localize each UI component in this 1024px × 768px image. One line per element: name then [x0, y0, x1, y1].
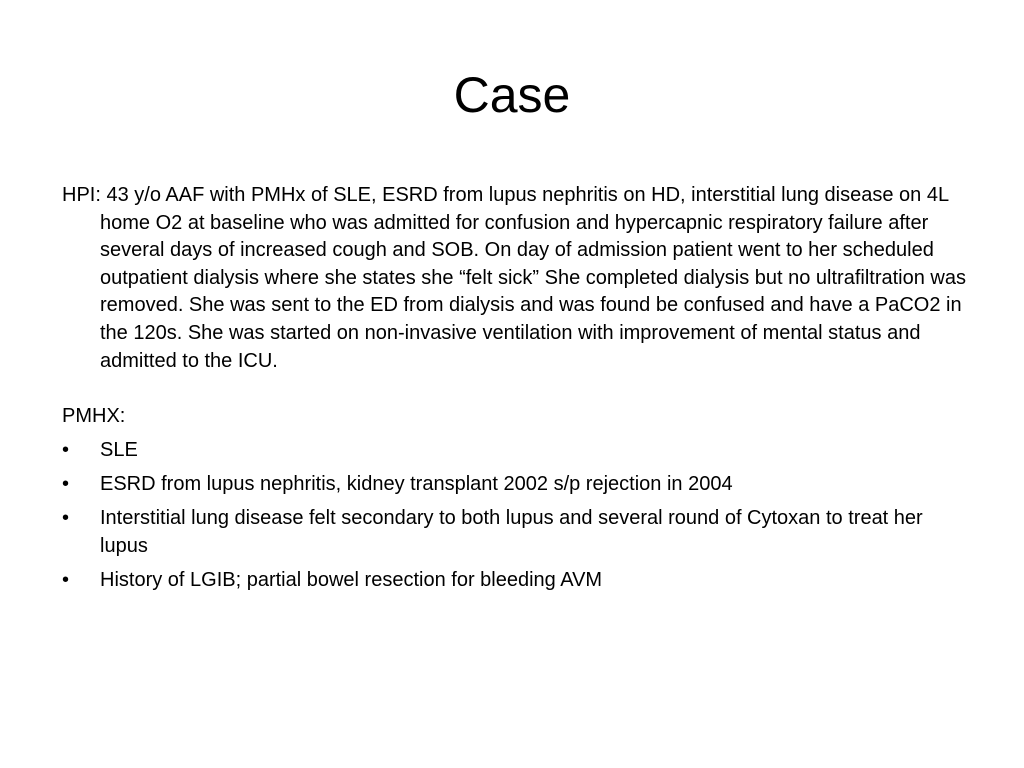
list-item-text: ESRD from lupus nephritis, kidney transplant 2002 s/p rejection in 2004	[100, 473, 733, 496]
list-item-text: Interstitial lung disease felt secondary to both lupus and several round of Cytoxan to treat her lupus	[100, 507, 923, 558]
hpi-paragraph: HPI: 43 y/o AAF with PMHx of SLE, ESRD from lupus nephritis on HD, interstitial lung disease on 4L home O2 at baseline who was admitted for confusion and hypercapnic respiratory failure after several days of increased cough and SOB. On day of admission patient went to her scheduled outpatient dialysis where she states she “felt sick” She completed dialysis but no ultrafiltration was removed. She was sent to the ED from dialysis and was found be confused and have a PaCO2 in the 120s. She was started on non-invasive ventilation with improvement of mental status and admitted to the ICU.	[62, 184, 966, 372]
bullet-icon: •	[62, 569, 70, 592]
list-item	[62, 505, 967, 560]
list-item-text: SLE	[100, 439, 138, 462]
list-item-text: History of LGIB; partial bowel resection for bleeding AVM	[100, 569, 603, 592]
slide-title: Case	[453, 67, 571, 123]
pmhx-list	[62, 437, 967, 594]
list-item	[62, 471, 967, 499]
slide-body	[62, 182, 967, 601]
list-item	[62, 567, 967, 595]
bullet-icon: •	[62, 507, 70, 530]
pmhx-label: PMHX:	[62, 405, 126, 428]
bullet-icon: •	[62, 439, 70, 462]
list-item	[62, 437, 967, 465]
bullet-icon: •	[62, 473, 70, 496]
paragraph-spacer	[62, 375, 967, 403]
